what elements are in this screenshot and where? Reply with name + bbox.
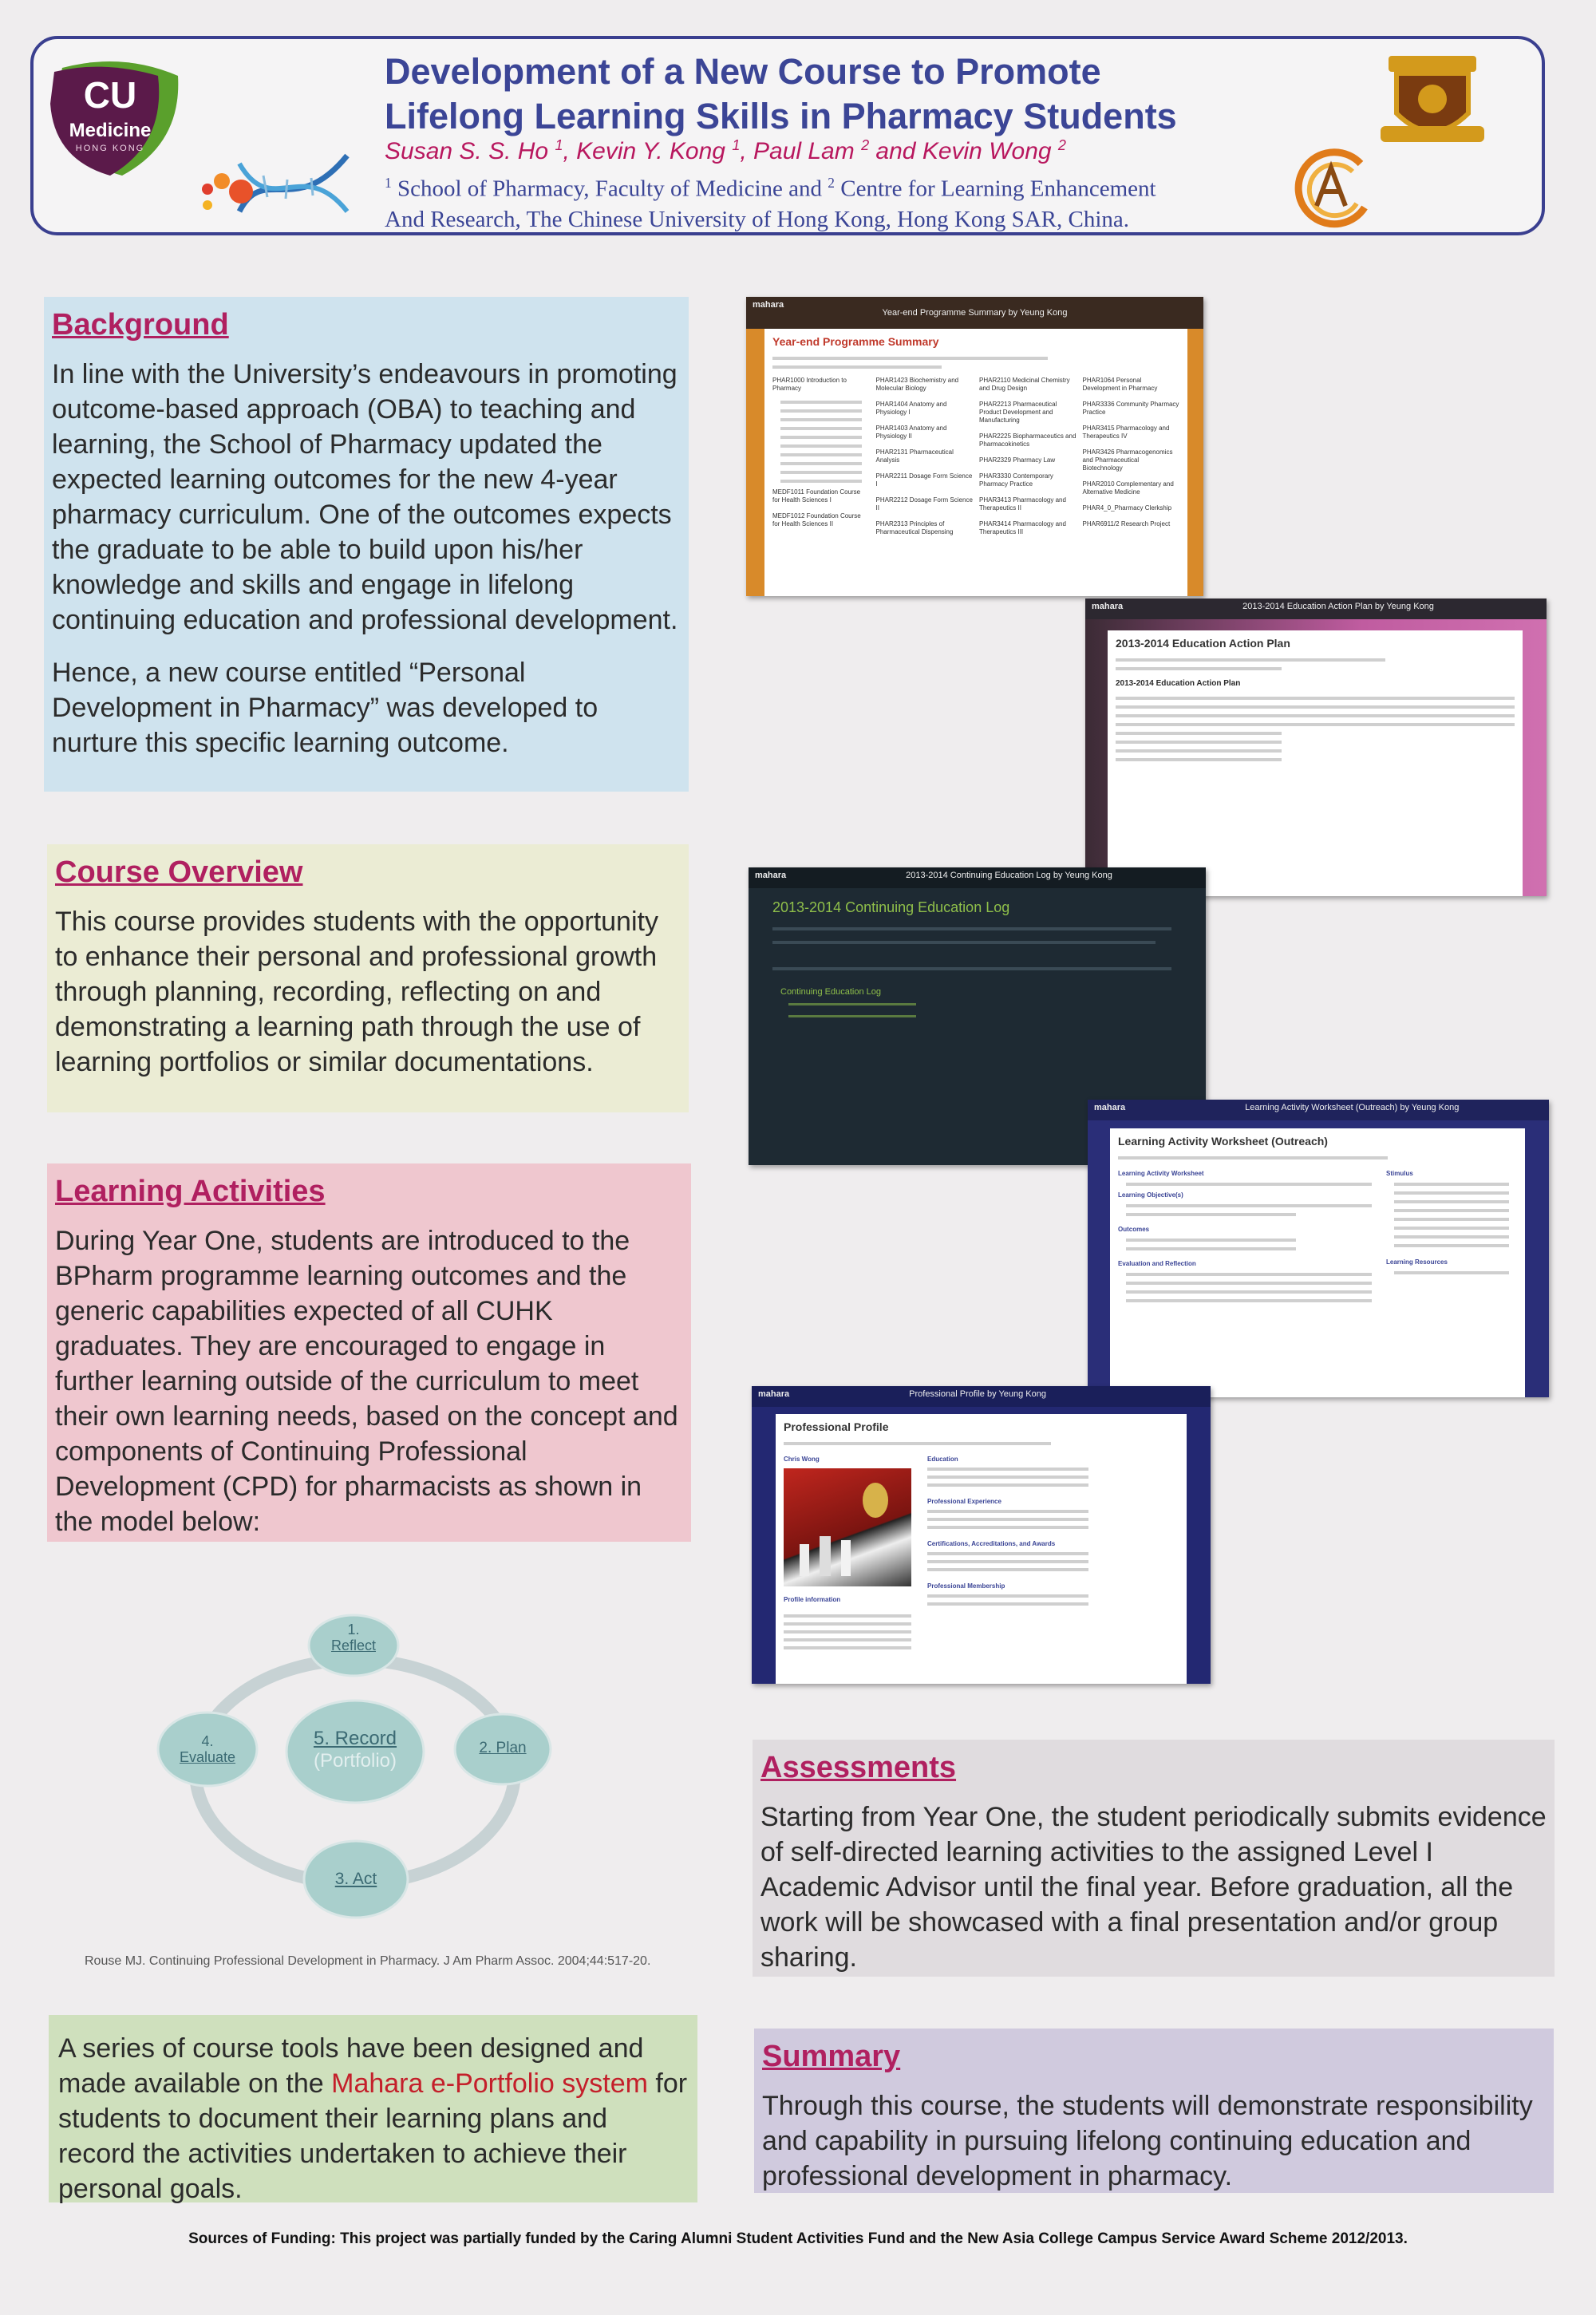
s1-course: PHAR1403 Anatomy and Physiology II	[875, 425, 947, 440]
cpd-citation: Rouse MJ. Continuing Professional Development in Pharmacy. J Am Pharm Assoc. 2004;44:517-20.	[85, 1954, 651, 1968]
s4-sec5: Stimulus	[1386, 1170, 1413, 1177]
s4-sec4: Evaluation and Reflection	[1118, 1260, 1196, 1267]
poster-title	[385, 49, 1302, 139]
s5-bar	[752, 1386, 1211, 1407]
s1-title: Year-end Programme Summary	[772, 335, 939, 348]
s4-line	[1394, 1244, 1509, 1247]
s4-line	[1394, 1200, 1509, 1203]
s4-line	[1126, 1204, 1372, 1207]
background-paragraph-1: In line with the University’s endeavours in promoting outcome-based approach (OBA) to teaching and learning, the School of Pharmacy updated the expected learning outcomes for the new 4-year pharmacy curriculum. One of the outcomes expects the graduate to be able to build upon his/her knowledge and skills and engage in lifelong continuing education and professional development.	[52, 359, 678, 635]
chess-photo	[784, 1468, 911, 1586]
authors	[385, 137, 1066, 165]
s1-course: PHAR3330 Contemporary Pharmacy Practice	[979, 472, 1053, 488]
s4-bar-title: Learning Activity Worksheet (Outreach) by Yeung Kong	[1245, 1103, 1460, 1112]
s4-line	[1126, 1247, 1296, 1250]
s4-sec3: Outcomes	[1118, 1226, 1150, 1233]
cpd-reflect-label: Reflect	[330, 1637, 377, 1653]
s2-row-line	[1116, 732, 1282, 735]
cpd-node-evaluate	[164, 1733, 251, 1765]
assessments-paragraph: Starting from Year One, the student periodically submits evidence of self-directed learning activities to the assigned Level I Academic Advisor until the final year. Before graduation, all the work will be showcased with a final presentation and/or group sharing.	[760, 1802, 1547, 1973]
s2-row-line	[1116, 749, 1282, 753]
s2-brand: mahara	[1092, 602, 1124, 611]
s1-desc-line	[772, 357, 1048, 360]
s4-sec2: Learning Objective(s)	[1118, 1191, 1183, 1199]
s1-col-2	[876, 377, 974, 544]
author-4: and Kevin Wong	[869, 138, 1058, 164]
s4-line	[1126, 1299, 1372, 1302]
s4-line	[1394, 1227, 1509, 1230]
s2-row-line	[1116, 697, 1515, 700]
s3-bar	[749, 867, 1206, 888]
s4-line	[1126, 1273, 1372, 1276]
s1-course: PHAR2329 Pharmacy Law	[979, 456, 1056, 464]
s4-line	[1126, 1282, 1372, 1285]
s1-course: PHAR2131 Pharmaceutical Analysis	[875, 448, 954, 464]
course-overview-heading: Course Overview	[55, 855, 303, 889]
cpd-node-reflect	[314, 1622, 393, 1653]
s1-q-line	[780, 401, 862, 404]
affil-sup-1: 1	[385, 175, 392, 191]
author-2-affil: 1	[732, 137, 741, 153]
cpd-node-record	[291, 1728, 419, 1772]
s4-left-col	[1118, 1165, 1380, 1308]
s1-course: MEDF1012 Foundation Course for Health Sciences II	[772, 512, 861, 527]
s1-course: PHAR2212 Dosage Form Science II	[875, 496, 973, 512]
s1-q-line	[780, 418, 862, 421]
s3-bar-title: 2013-2014 Continuing Education Log by Yeung Kong	[906, 871, 1112, 880]
s4-line	[1394, 1235, 1509, 1238]
s4-line	[1394, 1218, 1509, 1221]
s5-sec1: Education	[927, 1456, 958, 1463]
s4-line	[1394, 1271, 1509, 1274]
assessments-section	[753, 1740, 1555, 1977]
s4-line	[1394, 1191, 1509, 1195]
cpd-cycle-diagram	[152, 1608, 567, 1939]
cpd-node-act: 3. Act	[334, 1870, 377, 1888]
author-4-affil: 2	[1057, 137, 1066, 153]
s5-profile-lines	[784, 1610, 911, 1654]
logo-cu-text: CU	[83, 74, 137, 116]
s1-col-3	[979, 377, 1077, 544]
s1-q-line	[780, 453, 862, 456]
affil-part-2: Centre for Learning Enhancement	[834, 176, 1156, 202]
s1-course: PHAR1404 Anatomy and Physiology I	[875, 401, 947, 416]
tools-text-before: A series of course tools have been designed and made available on the	[58, 2033, 644, 2099]
screenshot-learning-activity-worksheet	[1088, 1100, 1549, 1397]
cpd-reflect-number: 1.	[347, 1622, 360, 1637]
s1-desc-line	[772, 365, 942, 369]
background-heading: Background	[52, 308, 229, 342]
s2-row-line	[1116, 705, 1515, 709]
author-1-affil: 1	[555, 137, 563, 153]
s5-sec3: Certifications, Accreditations, and Awards	[927, 1540, 1056, 1547]
s1-col-4	[1083, 377, 1180, 544]
s3-desc-line	[772, 941, 1156, 944]
s2-desc-line	[1116, 667, 1282, 670]
s3-link-line	[788, 1015, 916, 1017]
s1-col-1	[772, 377, 870, 544]
summary-heading: Summary	[762, 2040, 901, 2073]
learning-activities-paragraph: During Year One, students are introduced to the BPharm programme learning outcomes and the generic capabilities expected of all CUHK graduates. They are encouraged to engage in further learning outside of the curriculum to meet their own learning needs, based on the concept and components of Continuing Professional Development (CPD) for pharmacists as shown in the model below:	[55, 1226, 678, 1537]
s2-desc-line	[1116, 658, 1385, 662]
logo-hk-text: HONG KONG	[75, 144, 145, 153]
s2-bar-title: 2013-2014 Education Action Plan by Yeung Kong	[1242, 602, 1434, 611]
s4-line	[1126, 1183, 1372, 1186]
s3-desc-line	[772, 967, 1171, 970]
screenshot-education-action-plan	[1085, 599, 1547, 896]
cpd-evaluate-label: Evaluate	[179, 1749, 236, 1765]
learning-activities-heading: Learning Activities	[55, 1175, 326, 1208]
s1-bar-title: Year-end Programme Summary by Yeung Kong	[882, 308, 1068, 318]
s2-row-line	[1116, 714, 1515, 717]
background-paragraph-2: Hence, a new course entitled “Personal Development in Pharmacy” was developed to nurture this specific learning outcome.	[52, 658, 598, 758]
s4-sec1: Learning Activity Worksheet	[1118, 1170, 1204, 1177]
cpd-node-plan: 2. Plan	[479, 1740, 527, 1756]
s5-title: Professional Profile	[784, 1420, 889, 1433]
s1-course: MEDF1011 Foundation Course for Health Sciences I	[772, 488, 861, 504]
s1-course: PHAR1423 Biochemistry and Molecular Biology	[875, 377, 959, 392]
s4-sec6: Learning Resources	[1386, 1258, 1448, 1266]
s1-course: PHAR6911/2 Research Project	[1082, 520, 1171, 527]
s1-course: PHAR2211 Dosage Form Science I	[875, 472, 973, 488]
dna-pill-icon	[192, 148, 351, 223]
cu-medicine-logo	[46, 56, 182, 184]
screenshot-year-end-summary	[746, 297, 1203, 596]
course-tools-paragraph	[58, 2031, 688, 2206]
s3-title: 2013-2014 Continuing Education Log	[772, 899, 1010, 915]
s5-name: Chris Wong	[784, 1456, 820, 1463]
cpd-record-sub: (Portfolio)	[313, 1750, 397, 1772]
s2-title: 2013-2014 Education Action Plan	[1116, 637, 1290, 650]
course-overview-paragraph: This course provides students with the opportunity to enhance their personal and professional growth through planning, recording, reflecting on and demonstrating a learning path through the use of learning portfolios or similar documentations.	[55, 907, 658, 1077]
affiliations	[385, 168, 1302, 235]
s1-course: PHAR2010 Complementary and Alternative Medicine	[1082, 480, 1174, 496]
s2-row-line	[1116, 758, 1282, 761]
title-line-1: Development of a New Course to Promote	[385, 51, 1101, 92]
s4-line	[1126, 1238, 1296, 1242]
author-1: Susan S. S. Ho	[385, 138, 555, 164]
s1-bar	[746, 297, 1203, 329]
s1-course: PHAR3413 Pharmacology and Therapeutics II	[979, 496, 1066, 512]
s4-line	[1394, 1183, 1509, 1186]
affil-line-2: And Research, The Chinese University of Hong Kong, Hong Kong SAR, China.	[385, 206, 1129, 232]
s5-brand: mahara	[758, 1389, 790, 1399]
s1-course: PHAR2213 Pharmaceutical Product Development and Manufacturing	[979, 401, 1057, 424]
s5-sec4: Profile information	[784, 1596, 841, 1603]
s1-course: PHAR1000 Introduction to Pharmacy	[772, 377, 847, 392]
s2-bar	[1085, 599, 1547, 619]
s5-bar-title: Professional Profile by Yeung Kong	[909, 1389, 1046, 1399]
s1-q-line	[780, 471, 862, 474]
screenshot-professional-profile	[752, 1386, 1211, 1684]
s3-desc-line	[772, 927, 1171, 930]
summary-paragraph: Through this course, the students will demonstrate responsibility and capability in pursuing lifelong continuing education and professional development in pharmacy.	[762, 2091, 1533, 2191]
s4-bar	[1088, 1100, 1549, 1120]
s2-subtitle: 2013-2014 Education Action Plan	[1116, 679, 1241, 688]
author-2: , Kevin Y. Kong	[563, 138, 733, 164]
logo-medicine-text: Medicine	[69, 120, 152, 141]
s3-subtitle: Continuing Education Log	[780, 987, 881, 997]
s1-course: PHAR3336 Community Pharmacy Practice	[1082, 401, 1179, 416]
s1-q-line	[780, 427, 862, 430]
s5-desc-line	[784, 1442, 1051, 1445]
background-section	[44, 297, 689, 792]
learning-activities-section	[47, 1163, 691, 1542]
s1-course: PHAR4_0_Pharmacy Clerkship	[1082, 504, 1172, 512]
assessments-heading: Assessments	[760, 1751, 957, 1784]
s5-sec5: Professional Membership	[927, 1582, 1005, 1590]
s4-line	[1394, 1209, 1509, 1212]
author-3: , Paul Lam	[740, 138, 862, 164]
s2-row-line	[1116, 723, 1515, 726]
s2-row-line	[1116, 741, 1282, 744]
author-3-affil: 2	[861, 137, 870, 153]
s1-course: PHAR3426 Pharmacogenomics and Pharmaceutical Biotechnology	[1082, 448, 1173, 472]
s4-line	[1126, 1213, 1296, 1216]
s1-course: PHAR2313 Principles of Pharmaceutical Dispensing	[875, 520, 954, 535]
summary-section	[754, 2029, 1554, 2193]
cpd-record-label: 5. Record	[313, 1728, 397, 1749]
affil-sup-2: 2	[828, 175, 835, 191]
s1-course: PHAR1064 Personal Development in Pharmacy	[1082, 377, 1158, 392]
s4-title: Learning Activity Worksheet (Outreach)	[1118, 1135, 1328, 1148]
s4-desc-line	[1118, 1156, 1388, 1159]
s4-right-col	[1386, 1165, 1517, 1308]
tools-text-after: for students to document their learning plans and record the activities undertaken to achieve their personal goals.	[58, 2068, 688, 2204]
s1-q-line	[780, 436, 862, 439]
s3-link-line	[788, 1003, 916, 1005]
s1-q-line	[780, 444, 862, 448]
affil-part-1: School of Pharmacy, Faculty of Medicine and	[391, 176, 828, 202]
s4-line	[1126, 1290, 1372, 1294]
title-line-2: Lifelong Learning Skills in Pharmacy Students	[385, 96, 1177, 136]
funding-statement: Sources of Funding: This project was partially funded by the Caring Alumni Student Activities Fund and the New Asia College Campus Service Award Scheme 2012/2013.	[188, 2230, 1408, 2247]
s5-sec2: Professional Experience	[927, 1498, 1001, 1505]
cuhk-crest-icon	[1381, 49, 1484, 153]
s5-right-col	[927, 1456, 1175, 1610]
s1-q-line	[780, 480, 862, 483]
s1-brand: mahara	[753, 300, 784, 310]
course-overview-section	[47, 844, 689, 1112]
affil-line-1	[385, 168, 1302, 204]
s3-brand: mahara	[755, 871, 787, 880]
s1-course: PHAR3415 Pharmacology and Therapeutics IV	[1082, 425, 1170, 440]
course-tools-section	[49, 2015, 697, 2202]
s1-course: PHAR3414 Pharmacology and Therapeutics III	[979, 520, 1066, 535]
s4-brand: mahara	[1094, 1103, 1126, 1112]
cpd-evaluate-number: 4.	[201, 1733, 214, 1749]
mahara-link: Mahara e-Portfolio system	[331, 2068, 648, 2099]
s1-q-line	[780, 462, 862, 465]
s1-course: PHAR2110 Medicinal Chemistry and Drug Design	[979, 377, 1070, 392]
s1-q-line	[780, 409, 862, 413]
s1-course: PHAR2225 Biopharmaceutics and Pharmacokinetics	[979, 433, 1077, 448]
